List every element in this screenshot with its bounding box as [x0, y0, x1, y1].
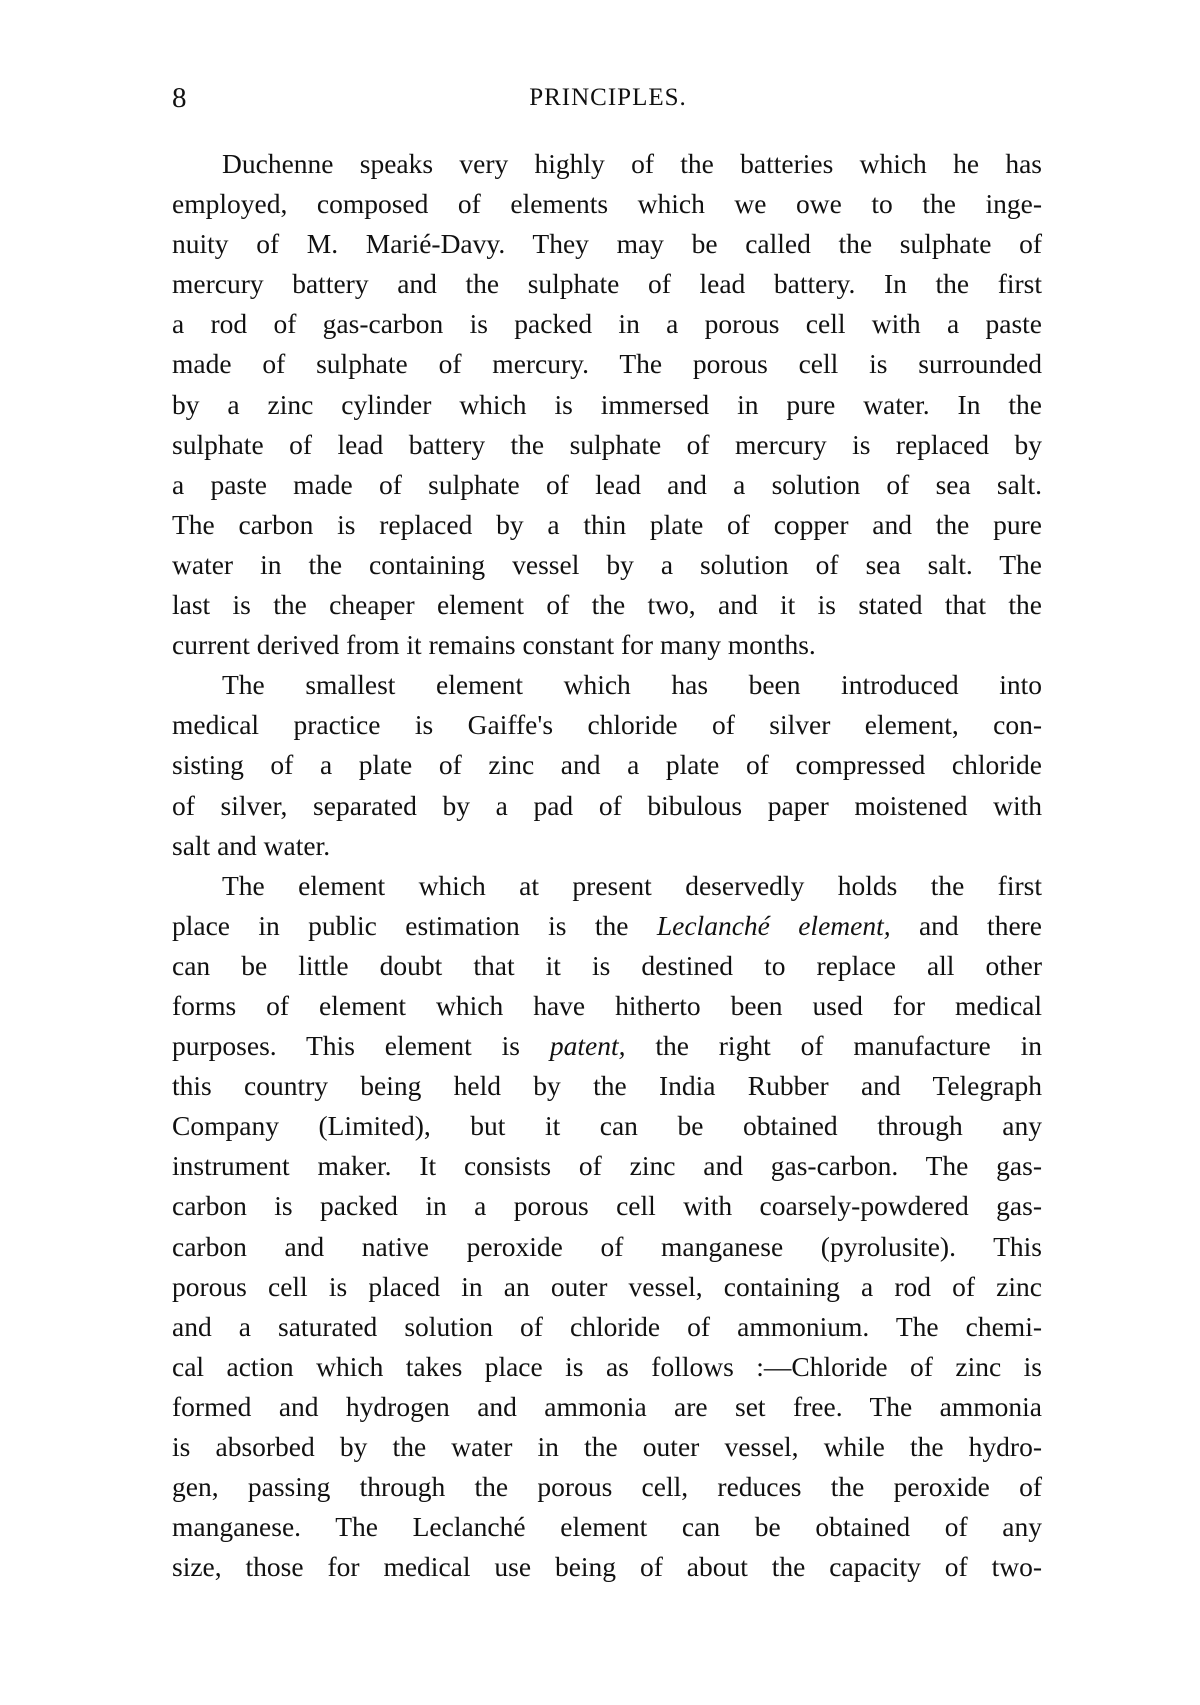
text-segment: purposes. This element is: [172, 1030, 550, 1062]
text-line: employed, composed of elements which we owe to the inge-: [172, 188, 1042, 220]
text-line: mercury battery and the sulphate of lead battery. In the first: [172, 268, 1042, 300]
running-head: [172, 78, 1044, 118]
text-line: a paste made of sulphate of lead and a solution of sea salt.: [172, 468, 1042, 500]
text-line: carbon and native peroxide of manganese (pyrolusite). This: [172, 1230, 1042, 1262]
paragraph-2: [172, 665, 1042, 865]
text-line: water in the containing vessel by a solution of sea salt. The: [172, 548, 1042, 580]
text-line: instrument maker. It consists of zinc and gas-carbon. The gas-: [172, 1150, 1042, 1182]
text-line: porous cell is placed in an outer vessel, containing a rod of zinc: [172, 1270, 1042, 1302]
text-line: manganese. The Leclanché element can be obtained of any: [172, 1511, 1042, 1543]
italic-term: Leclanché element,: [656, 909, 891, 941]
text-line: [172, 906, 1042, 946]
text-line: of silver, separated by a pad of bibulous paper moistened with: [172, 789, 1042, 821]
text-line: gen, passing through the porous cell, reduces the peroxide of: [172, 1471, 1042, 1503]
text-line: made of sulphate of mercury. The porous cell is surrounded: [172, 348, 1042, 380]
text-segment: place in public estimation is the: [172, 909, 657, 941]
text-line: salt and water.: [172, 829, 331, 861]
body-text: [172, 144, 1042, 1587]
paragraph-3: [172, 866, 1042, 1588]
text-line: The smallest element which has been introduced into: [222, 669, 1042, 701]
text-line: Company (Limited), but it can be obtained through any: [172, 1110, 1042, 1142]
page-number: 8: [172, 82, 187, 114]
text-line: sulphate of lead battery the sulphate of mercury is replaced by: [172, 428, 1042, 460]
text-line: nuity of M. Marié-Davy. They may be called the sulphate of: [172, 228, 1042, 260]
text-line: is absorbed by the water in the outer vessel, while the hydro-: [172, 1431, 1042, 1462]
text-line: size, those for medical use being of about the capacity of two-: [172, 1551, 1042, 1583]
text-line: and a saturated solution of chloride of ammonium. The chemi-: [172, 1310, 1042, 1342]
text-line: last is the cheaper element of the two, and it is stated that the: [172, 589, 1042, 621]
text-line: [172, 1026, 1042, 1066]
text-line: current derived from it remains constant for many months.: [172, 629, 816, 661]
text-line: The element which at present deservedly holds the first: [222, 869, 1042, 901]
text-line: The carbon is replaced by a thin plate of copper and the pure: [172, 508, 1042, 540]
text-line: carbon is packed in a porous cell with coarsely-powdered gas-: [172, 1190, 1042, 1222]
text-line: sisting of a plate of zinc and a plate of compressed chloride: [172, 749, 1042, 781]
text-line: medical practice is Gaiffe's chloride of silver element, con-: [172, 709, 1042, 741]
paragraph-1: [172, 144, 1042, 665]
text-line: by a zinc cylinder which is immersed in pure water. In the: [172, 388, 1042, 420]
running-title: PRINCIPLES.: [529, 84, 687, 111]
text-segment: and there: [890, 909, 1043, 941]
text-line: forms of element which have hitherto been used for medical: [172, 989, 1042, 1021]
text-line: formed and hydrogen and ammonia are set free. The ammonia: [172, 1390, 1042, 1422]
text-line: cal action which takes place is as follows :—Chloride of zinc is: [172, 1350, 1042, 1382]
text-line: a rod of gas-carbon is packed in a porous cell with a paste: [172, 308, 1042, 340]
text-segment: the right of manufacture in: [625, 1030, 1042, 1062]
italic-term: patent,: [549, 1030, 626, 1062]
text-line: can be little doubt that it is destined to replace all other: [172, 949, 1042, 981]
text-line: this country being held by the India Rubber and Telegraph: [172, 1070, 1042, 1102]
text-line: Duchenne speaks very highly of the batteries which he has: [222, 148, 1042, 179]
